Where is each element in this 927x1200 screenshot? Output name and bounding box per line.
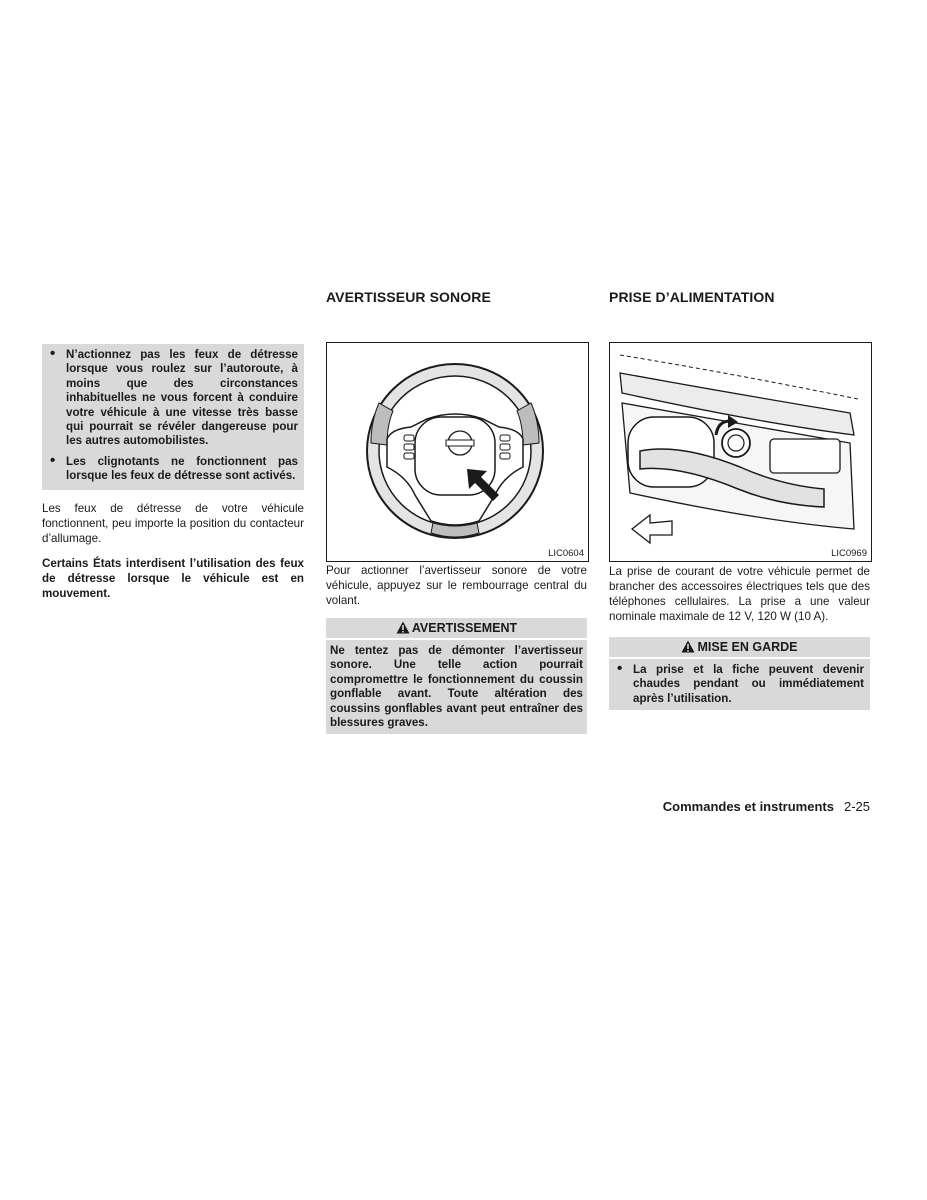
power-outlet-figure xyxy=(609,342,872,562)
hazard-notice-list xyxy=(42,344,304,490)
warning-header xyxy=(326,618,587,640)
warning-text: Ne tentez pas de démonter l’avertisseur sonore. Une telle action pourrait compromettre le fonctionnement du coussin gonflable avant. Toute altération des coussins gonflables avant peut entraîner des blessures graves. xyxy=(326,640,587,734)
power-outlet-heading: PRISE D’ALIMENTATION xyxy=(609,289,775,305)
left-column xyxy=(42,344,304,601)
warning-title: AVERTISSEMENT xyxy=(411,621,518,635)
hazard-notice-box xyxy=(42,344,304,490)
power-outlet-paragraph: La prise de courant de votre véhicule permet de brancher des accessoires électriques tels que des téléphones cellulaires. La prise a une valeur nominale maximale de 12 V, 120 W (10 A). xyxy=(609,565,870,623)
caution-title: MISE EN GARDE xyxy=(697,640,798,654)
hazard-law-paragraph: Certains États interdisent l’utilisation des feux de détresse lorsque le véhicule est en mouvement. xyxy=(42,556,304,600)
list-item: • La prise et la fiche peuvent devenir chaudes pendant ou immédiatement après l’utilisation. xyxy=(615,663,864,706)
hazard-paragraph: Les feux de détresse de votre véhicule fonctionnent, peu importe la position du contacteur d’allumage. xyxy=(42,501,304,545)
horn-heading: AVERTISSEUR SONORE xyxy=(326,289,491,305)
footer-section-title: Commandes et instruments xyxy=(662,799,834,814)
caution-list xyxy=(609,659,870,710)
figure-code: LIC0604 xyxy=(548,548,584,559)
warning-triangle-icon xyxy=(396,621,410,634)
caution-box xyxy=(609,637,870,710)
page-number: 2-25 xyxy=(843,799,870,814)
warning-triangle-icon xyxy=(681,640,695,653)
caution-body xyxy=(609,659,870,710)
caution-header xyxy=(609,637,870,659)
warning-box xyxy=(326,618,587,734)
figure-code: LIC0969 xyxy=(831,548,867,559)
list-item: • Les clignotants ne fonctionnent pas lorsque les feux de détresse sont activés. xyxy=(48,455,298,484)
list-item: • N’actionnez pas les feux de détresse lorsque vous roulez sur l’autoroute, à moins que des circonstances inhabituelles ne vous forcent à conduire votre véhicule à une vitesse très basse qui pourrait se révéler dangereuse pour les autres automobilistes. xyxy=(48,348,298,449)
steering-wheel-horn-illustration xyxy=(327,343,588,561)
horn-figure xyxy=(326,342,589,562)
power-outlet-illustration xyxy=(610,343,871,561)
horn-paragraph: Pour actionner l’avertisseur sonore de votre véhicule, appuyez sur le rembourrage central du volant. xyxy=(326,564,587,607)
page-footer xyxy=(560,799,870,814)
